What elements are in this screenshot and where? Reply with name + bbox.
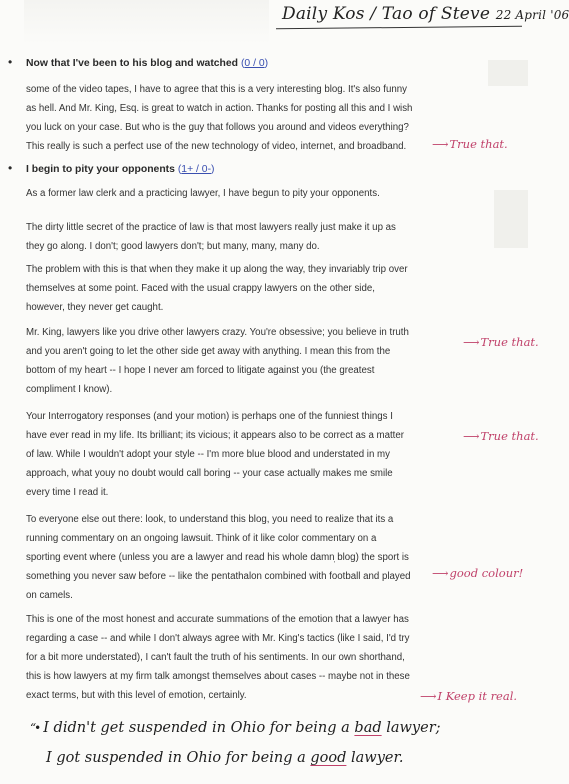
comment-paragraph: The dirty little secret of the practice of law is that most lawyers really just make it up as they go along. I don't; good lawyers don't; but many, many, many do. (26, 222, 396, 252)
comment-paragraph: some of the video tapes, I have to agree that this is a very interesting blog. It's also funny as hell. And Mr. King, Esq. is great to watch in action. Thanks for posting all this and I wish you luck on your case. But who is the guy that follows you around and videos everything? This really is such a perfect use of the new technology of video, internet, and broadband. (26, 84, 413, 152)
underlined-word: good (310, 750, 347, 766)
margin-note: ⟶ True that. (463, 429, 539, 443)
arrow-icon: ⟶ (432, 137, 448, 151)
underlined-word: bad (354, 720, 382, 736)
header-underline (276, 26, 522, 30)
comment-paragraph: As a former law clerk and a practicing lawyer, I have begun to pity your opponents. (26, 188, 380, 199)
handwritten-quote-line-2: I got suspended in Ohio for being a good lawyer. (46, 750, 404, 766)
margin-note: ⟶ I Keep it real. (420, 689, 518, 703)
comment-title: Now that I've been to his blog and watched (26, 58, 239, 69)
vote-count: (1+ / 0-) (177, 164, 215, 175)
vote-link[interactable]: 0 / 0 (244, 58, 265, 69)
pen-tick-mark: ' (334, 561, 336, 568)
quote-mark-icon: “• (30, 721, 40, 735)
header-date: 22 April '06 (495, 8, 569, 22)
arrow-icon: ⟶ (420, 689, 436, 703)
arrow-icon: ⟶ (463, 335, 479, 349)
handwritten-header (282, 4, 569, 24)
margin-note: ⟶ True that. (432, 137, 508, 151)
comment-paragraph: Your Interrogatory responses (and your motion) is perhaps one of the funniest things I have ever read in my life. Its brilliant; its vicious; it appears also to be correct as a matter of law. While I wouldn't adopt your style -- I'm more blue blood and understated in my approach, what youy no doubt would call boring -- your case actually makes me smile every time I read it. (26, 411, 404, 498)
scan-shadow-top (24, 0, 269, 44)
comment-bullet: • (8, 161, 13, 175)
scan-shadow-right (488, 60, 528, 86)
comment-bullet: • (8, 55, 13, 69)
comment-paragraph: This is one of the most honest and accurate summations of the emotion that a lawyer has regarding a case -- and while I don't always agree with Mr. King's tactics (like I said, I'd try for a bit more understated), I can't fault the truth of his sentiments. In our own shorthand, this is how lawyers at my firm talk amongst themselves about cases -- maybe not in these exact terms, but with this level of emotion, certainly. (26, 614, 410, 701)
vote-link[interactable]: 1+ / 0- (181, 164, 212, 175)
comment-paragraph: To everyone else out there: look, to understand this blog, you need to realize that its a running commentary on an ongoing lawsuit. Think of it like color commentary on a sporting event where (unless you are a lawyer and read his whole damn blog) the sport is something you never saw before -- like the pentathalon combined with football and played on camels. (26, 514, 411, 601)
comment-heading (26, 58, 268, 69)
vote-count: (0 / 0) (240, 58, 269, 69)
handwritten-quote-line-1: “• I didn't get suspended in Ohio for being a bad lawyer; (30, 720, 441, 736)
margin-note: ⟶ True that. (463, 335, 539, 349)
comment-heading (26, 164, 215, 175)
arrow-icon: ⟶ (463, 429, 479, 443)
scan-shadow-right (494, 190, 528, 248)
comment-title: I begin to pity your opponents (26, 164, 175, 175)
arrow-icon: ⟶ (432, 566, 448, 580)
header-title: Daily Kos / Tao of Steve (282, 4, 491, 24)
comment-paragraph: Mr. King, lawyers like you drive other lawyers crazy. You're obsessive; you believe in truth and you aren't going to let the other side get away with anything. I mean this from the bottom of my heart -- I hope I never am forced to litigate against you (the greatest compliment I know). (26, 327, 409, 395)
margin-note: ⟶ good colour! (432, 566, 524, 580)
comment-paragraph: The problem with this is that when they make it up along the way, they invariably trip over themselves at some point. Faced with the usual crappy lawyers on the other side, however, they never get caught. (26, 264, 408, 313)
